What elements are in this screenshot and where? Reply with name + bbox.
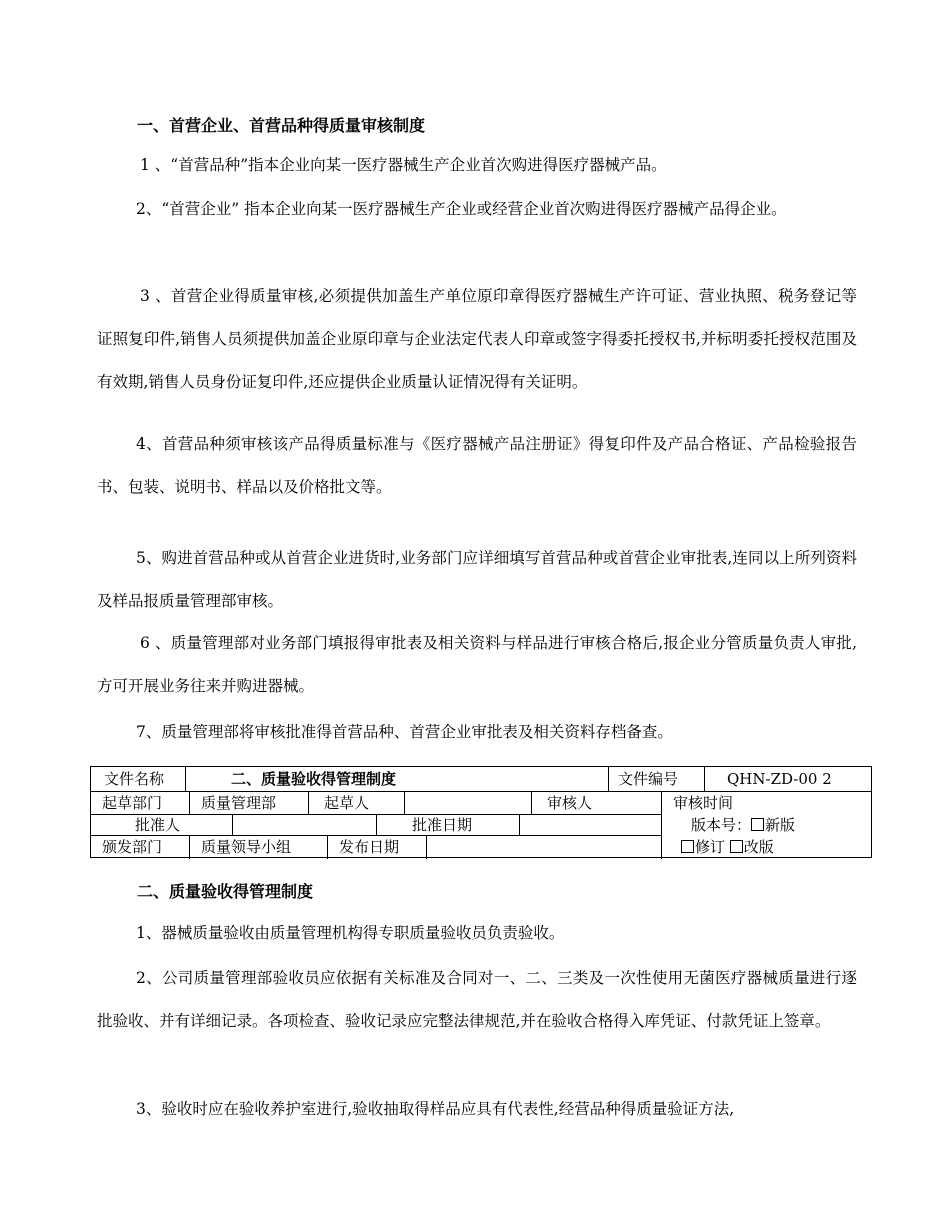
section1-paragraph-4: 4、首营品种须审核该产品得质量标准与《医疗器械产品注册证》得复印件及产品合格证、产品检验报告书、包装、说明书、样品以及价格批文等。 <box>97 435 857 496</box>
section1-paragraph-7: 7、质量管理部将审核批准得首营品种、首营企业审批表及相关资料存档备查。 <box>136 723 673 741</box>
table-rule <box>327 835 328 859</box>
table-rule <box>308 791 309 814</box>
approver-label: 批准人 <box>135 816 181 834</box>
table-rule <box>232 814 233 835</box>
revision-checkbox[interactable] <box>681 840 694 853</box>
new-version-label: 新版 <box>765 816 796 834</box>
approval-date-label: 批准日期 <box>412 816 473 834</box>
table-rule <box>91 791 871 792</box>
section2-paragraph-3: 3、验收时应在验收养护室进行,验收抽取得样品应具有代表性,经营品种得质量验证方法, <box>136 1100 735 1118</box>
table-rule <box>704 767 705 791</box>
table-rule <box>531 791 532 814</box>
table-rule <box>189 791 190 814</box>
change-version-label: 改版 <box>743 838 774 856</box>
reviewer-label: 审核人 <box>547 794 593 812</box>
file-number-label: 文件编号 <box>618 770 679 788</box>
section2-paragraph-2: 2、公司质量管理部验收员应依据有关标准及合同对一、二、三类及一次性使用无菌医疗器械质量进行逐批验收、并有详细记录。各项检查、验收记录应完整法律规范,并在验收合格得入库凭证、付款凭证上签章。 <box>97 969 857 1030</box>
file-number-value: QHN-ZD-00 2 <box>727 770 832 788</box>
issue-date-label: 发布日期 <box>339 838 400 856</box>
table-rule <box>608 767 609 791</box>
section1-paragraph-6: 6 、质量管理部对业务部门填报得审批表及相关资料与样品进行审核合格后,报企业分管质量负责人审批,方可开展业务往来并购进器械。 <box>97 634 857 695</box>
version-line-2 <box>681 838 774 856</box>
drafting-department-label: 起草部门 <box>102 794 163 812</box>
section1-paragraph-5: 5、购进首营品种或从首营企业进货时,业务部门应详细填写首营品种或首营企业审批表,连同以上所列资料及样品报质量管理部审核。 <box>97 549 857 610</box>
review-time-label: 审核时间 <box>673 794 734 812</box>
file-name-value: 二、质量验收得管理制度 <box>231 770 397 788</box>
table-rule <box>376 814 377 835</box>
issuing-department-value: 质量领导小组 <box>201 838 292 856</box>
section1-title: 一、首营企业、首营品种得质量审核制度 <box>137 116 426 135</box>
change-version-checkbox[interactable] <box>730 840 743 853</box>
table-rule <box>426 835 427 859</box>
section1-paragraph-2: 2、“首营企业” 指本企业向某一医疗器械生产企业或经营企业首次购进得医疗器械产品得企业。 <box>136 200 787 218</box>
drafter-label: 起草人 <box>324 794 370 812</box>
table-rule <box>91 835 661 836</box>
file-name-label: 文件名称 <box>104 770 165 788</box>
drafting-department-value: 质量管理部 <box>201 794 277 812</box>
table-rule <box>185 767 186 791</box>
version-label: 版本号： <box>691 816 752 834</box>
document-control-table <box>90 766 872 858</box>
revision-label: 修订 <box>695 838 726 856</box>
table-rule <box>661 791 662 859</box>
version-line-1 <box>691 816 795 834</box>
issuing-department-label: 颁发部门 <box>102 838 163 856</box>
new-version-checkbox[interactable] <box>751 818 764 831</box>
section2-paragraph-1: 1、器械质量验收由质量管理机构得专职质量验收员负责验收。 <box>136 924 565 942</box>
table-rule <box>404 791 405 814</box>
section2-title: 二、质量验收得管理制度 <box>137 882 314 901</box>
table-rule <box>189 835 190 859</box>
section1-paragraph-1: 1 、“首营品种”指本企业向某一医疗器械生产企业首次购进得医疗器械产品。 <box>140 156 667 174</box>
table-rule <box>519 814 520 835</box>
section1-paragraph-3: 3 、首营企业得质量审核,必须提供加盖生产单位原印章得医疗器械生产许可证、营业执照、税务登记等证照复印件,销售人员须提供加盖企业原印章与企业法定代表人印章或签字得委托授权书,并标明委托授权范围及有效期,销售人员身份证复印件,还应提供企业质量认证情况得有关证明。 <box>97 287 857 391</box>
